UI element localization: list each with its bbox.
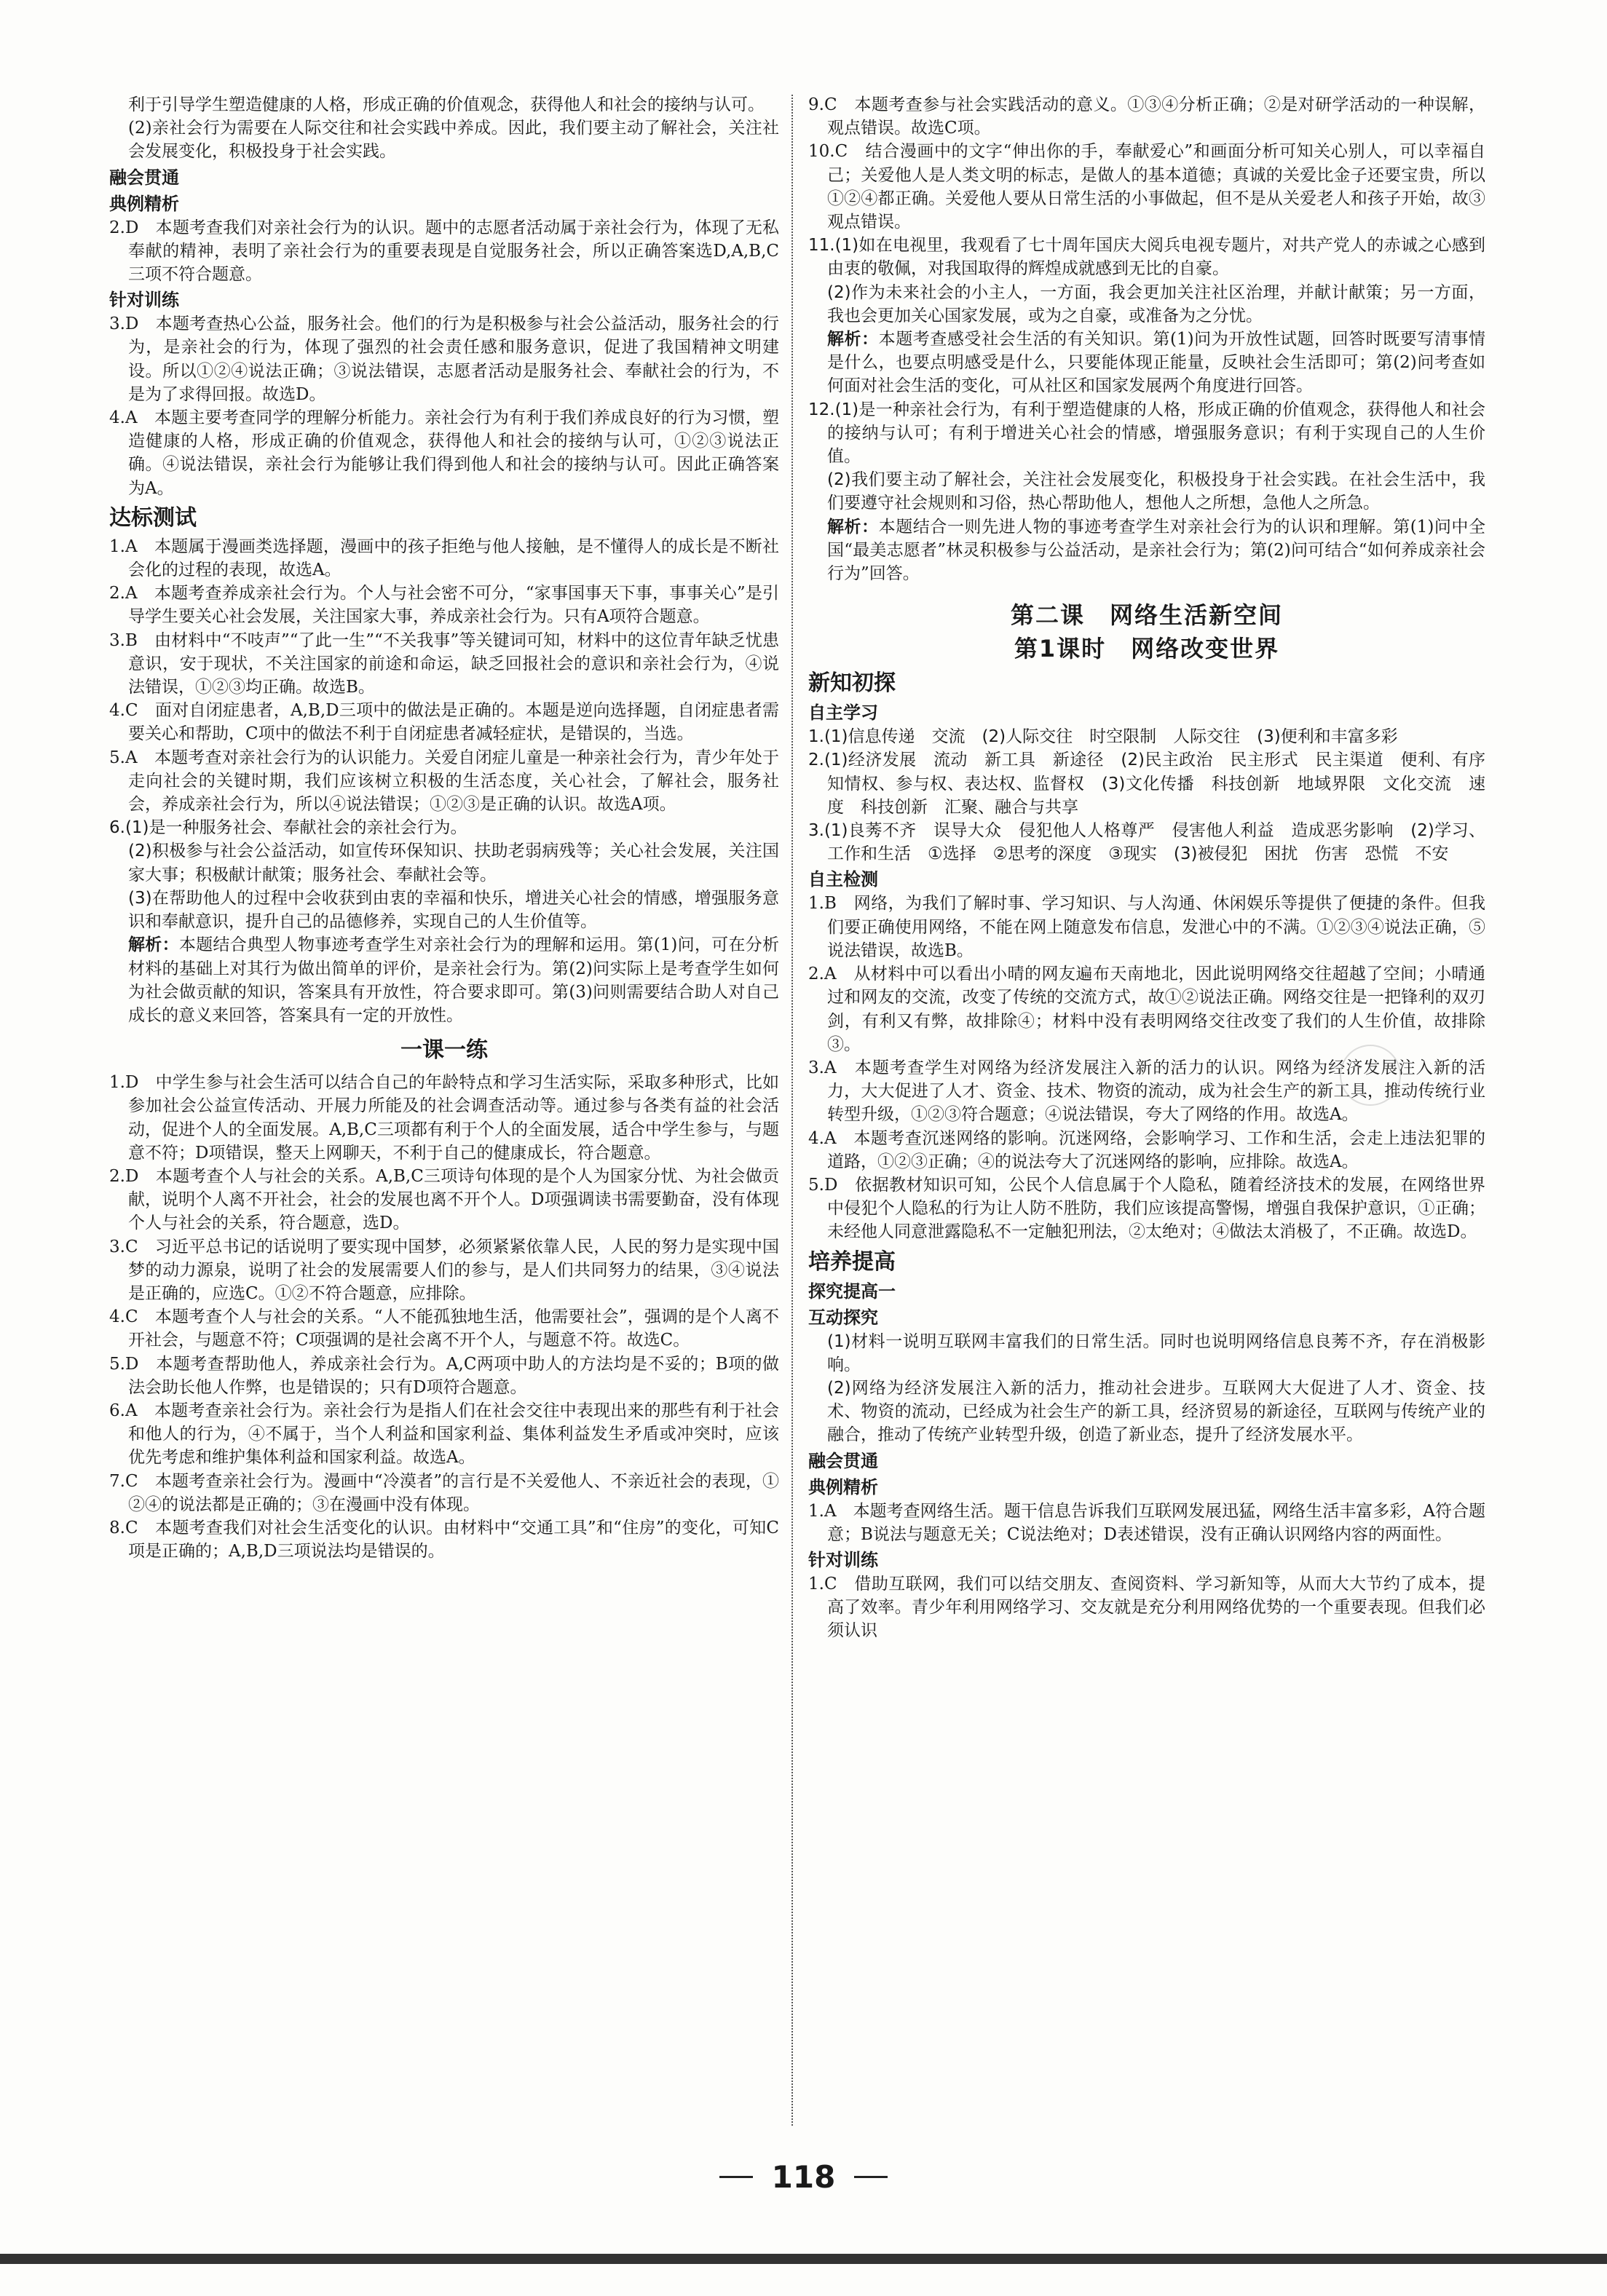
answer-item: 1.(1)信息传递 交流 (2)人际交往 时空限制 人际交往 (3)便利和丰富多彩 bbox=[808, 727, 1398, 747]
answer-item: 8.C 本题考查我们对社会生活变化的认识。由材料中“交通工具”和“住房”的变化，可知C项是正确的；A,B,D三项说法均是错误的。 bbox=[109, 1518, 779, 1561]
analysis-text: 本题结合一则先进人物的事迹考查学生对亲社会行为的认识和理解。第(1)问中全国“最美志愿者”林灵积极参与公益活动，是亲社会行为；第(2)问可结合“如何养成亲社会行为”回答。 bbox=[827, 517, 1485, 584]
analysis-paragraph bbox=[808, 515, 1485, 586]
analysis-paragraph bbox=[109, 933, 779, 1027]
answer-item: 6.A 本题考查亲社会行为。亲社会行为是指人们在社会交往中表现出来的那些有利于社会和他人的行为，④不属于，当个人利益和国家利益、集体利益发生矛盾或冲突时，应该优先考虑和维护集体利益和国家利益。故选A。 bbox=[109, 1401, 779, 1468]
section-heading: 一课一练 bbox=[400, 1037, 488, 1064]
answer-item: 5.D 本题考查帮助他人，养成亲社会行为。A,C两项中助人的方法均是不妥的；B项的做法会助长他人作弊，也是错误的；只有D项符合题意。 bbox=[109, 1354, 779, 1397]
answer-item: 2.A 本题考查养成亲社会行为。个人与社会密不可分，“家事国事天下事，事事关心”是引导学生要关心社会发展，关注国家大事，养成亲社会行为。只有A项符合题意。 bbox=[109, 584, 779, 627]
answer-item: 1.A 本题考查网络生活。题干信息告诉我们互联网发展迅猛，网络生活丰富多彩，A符合题意；B说法与题意无关；C说法绝对；D表述错误，没有正确认识网络内容的两面性。 bbox=[808, 1501, 1485, 1544]
subsection-heading: 针对训练 bbox=[808, 1549, 878, 1570]
answer-item: 9.C 本题考查参与社会实践活动的意义。①③④分析正确；②是对研学活动的一种误解，观点错误。故选C项。 bbox=[808, 95, 1485, 138]
answer-item: 11.(1)如在电视里，我观看了七十周年国庆大阅兵电视专题片，对共产党人的赤诚之心感到由衷的敬佩，对我国取得的辉煌成就感到无比的自豪。 bbox=[808, 236, 1485, 279]
answer-item: 1.C 借助互联网，我们可以结交朋友、查阅资料、学习新知等，从而大大节约了成本，提高了效率。青少年利用网络学习、交友就是充分利用网络优势的一个重要表现。但我们必须认识 bbox=[808, 1574, 1485, 1641]
answer-item: 10.C 结合漫画中的文字“伸出你的手，奉献爱心”和画面分析可知关心别人，可以幸福自己；关爱他人是人类文明的标志，是做人的基本道德；真诚的关爱比金子还要宝贵，所以①②④都正确。关爱他人要从日常生活的小事做起，但不是从关爱老人和孩子开始，故③观点错误。 bbox=[808, 142, 1485, 232]
analysis-text: 本题考查感受社会生活的有关知识。第(1)问为开放性试题，回答时既要写清事情是什么，也要点明感受是什么，只要能体现正能量，反映社会生活即可；第(2)问考查如何面对社会生活的变化，可从社区和国家发展两个角度进行回答。 bbox=[827, 330, 1485, 396]
answer-item: (1)材料一说明互联网丰富我们的日常生活。同时也说明网络信息良莠不齐，存在消极影响。 bbox=[827, 1331, 1485, 1374]
answer-item: 3.(1)良莠不齐 误导大众 侵犯他人人格尊严 侵害他人利益 造成恶劣影响 (2)学习、工作和生活 ①选择 ②思考的深度 ③现实 (3)被侵犯 困扰 伤害 恐慌 不安 bbox=[808, 821, 1485, 864]
answer-item: 2.D 本题考查我们对亲社会行为的认识。题中的志愿者活动属于亲社会行为，体现了无私奉献的精神，表明了亲社会行为的重要表现是自觉服务社会，所以正确答案选D,A,B,C三项不符合题意。 bbox=[109, 218, 779, 285]
right-column bbox=[808, 93, 1502, 2131]
subsection-heading: 典例精析 bbox=[109, 193, 179, 214]
subsection-heading: 自主检测 bbox=[808, 869, 878, 890]
subsection-heading: 自主学习 bbox=[808, 702, 878, 724]
faint-stamp-mark bbox=[1340, 1045, 1401, 1106]
answer-item: 4.C 本题考查个人与社会的关系。“人不能孤独地生活，他需要社会”，强调的是个人离不开社会，与题意不符；C项强调的是社会离不开个人，与题意不符。故选C。 bbox=[109, 1307, 779, 1350]
answer-item: 7.C 本题考查亲社会行为。漫画中“冷漠者”的言行是不关爱他人、不亲近社会的表现，①②④的说法都是正确的；③在漫画中没有体现。 bbox=[109, 1471, 779, 1514]
answer-item: 4.A 本题考查沉迷网络的影响。沉迷网络，会影响学习、工作和生活，会走上违法犯罪的道路，①②③正确；④的说法夸大了沉迷网络的影响，应排除。故选A。 bbox=[808, 1128, 1485, 1171]
analysis-label: 解析： bbox=[827, 517, 879, 537]
answer-item: 2.(1)经济发展 流动 新工具 新途径 (2)民主政治 民主形式 民主渠道 便利、有序 知情权、参与权、表达权、监督权 (3)文化传播 科技创新 地域界限 文化交流 速度 科技创新 汇聚、融合与共享 bbox=[808, 751, 1502, 817]
bottom-edge-bar bbox=[0, 2254, 1607, 2264]
answer-item: 5.D 依据教材知识可知，公民个人信息属于个人隐私，随着经济技术的发展，在网络世界中侵犯个人隐私的行为让人防不胜防，我们应该提高警惕，增强自我保护意识，①正确；未经他人同意泄露隐私不一定触犯刑法，②太绝对；④做法太消极了，不正确。故选D。 bbox=[808, 1175, 1485, 1242]
left-column bbox=[109, 93, 779, 2131]
lesson-title: 第二课 网络生活新空间 bbox=[1010, 601, 1283, 630]
answer-item: 2.A 从材料中可以看出小晴的网友遍布天南地北，因此说明网络交往超越了空间；小晴通过和网友的交流，改变了传统的交流方式，故①②说法正确。网络交往是一把锋利的双刃剑，有利又有弊，故排除④；材料中没有表明网络交往改变了我们的人生价值，故排除③。 bbox=[808, 965, 1485, 1054]
answer-item: 2.D 本题考查个人与社会的关系。A,B,C三项诗句体现的是个人为国家分忧、为社会做贡献，说明个人离不开社会，社会的发展也离不开个人。D项强调读书需要勤奋，没有体现个人与社会的关系，符合题意，选D。 bbox=[109, 1166, 779, 1233]
page-footer bbox=[0, 2155, 1607, 2198]
section-heading: 融会贯通 bbox=[109, 167, 179, 188]
analysis-label: 解析： bbox=[128, 935, 179, 955]
footer-dash-left bbox=[719, 2176, 753, 2178]
answer-item: (2)作为未来社会的小主人，一方面，我会更加关注社区治理，并献计献策；另一方面，我也会更加关心国家发展，或为之自豪，或准备为之分忧。 bbox=[827, 282, 1485, 325]
answer-item: 3.D 本题考查热心公益，服务社会。他们的行为是积极参与社会公益活动，服务社会的行为，是亲社会的行为，体现了强烈的社会责任感和服务意识，促进了我国精神文明建设。所以①②④说法正确；③说法错误，志愿者活动是服务社会、奉献社会的行为，不是为了求得回报。故选D。 bbox=[109, 314, 779, 404]
page-number: 118 bbox=[771, 2158, 836, 2195]
analysis-label: 解析： bbox=[827, 330, 879, 349]
answer-item: (2)网络为经济发展注入新的活力，推动社会进步。互联网大大促进了人才、资金、技术、物资的流动，已经成为社会生产的新工具，经济贸易的新途径，互联网与传统产业的融合，推动了传统产业转型升级，创造了新业态，提升了经济发展水平。 bbox=[827, 1378, 1485, 1445]
analysis-text: 本题结合典型人物事迹考查学生对亲社会行为的理解和运用。第(1)问，可在分析材料的基础上对其行为做出简单的评价，是亲社会行为。第(2)问实际上是考查学生如何为社会做贡献的知识，答案具有开放性，符合要求即可。第(3)问则需要结合助人对自己成长的意义来回答，答案具有一定的开放性。 bbox=[128, 935, 779, 1025]
column-divider bbox=[791, 95, 793, 2126]
answer-item: 3.B 由材料中“不吱声”“了此一生”“不关我事”等关键词可知，材料中的这位青年缺乏忧患意识，安于现状，不关注国家的前途和命运，缺乏回报社会的意识和亲社会行为，④说法错误，①②③均正确。故选B。 bbox=[109, 630, 779, 697]
period-title: 第1课时 网络改变世界 bbox=[1014, 635, 1280, 663]
paragraph: (2)亲社会行为需要在人际交往和社会实践中养成。因此，我们要主动了解社会，关注社会发展变化，积极投身于社会实践。 bbox=[128, 119, 779, 162]
subsection-heading: 典例精析 bbox=[808, 1476, 878, 1497]
answer-item: 6.(1)是一种服务社会、奉献社会的亲社会行为。 bbox=[109, 818, 467, 838]
answer-item: 1.B 网络，为我们了解时事、学习知识、与人沟通、休闲娱乐等提供了便捷的条件。但我们要正确使用网络，不能在网上随意发布信息，发泄心中的不满。①②③④说法正确，⑤说法错误，故选B。 bbox=[808, 894, 1485, 960]
analysis-paragraph bbox=[808, 328, 1485, 398]
answer-item: (3)在帮助他人的过程中会收获到由衷的幸福和快乐，增进关心社会的情感，增强服务意识和奉献意识，提升自己的品德修养，实现自己的人生价值等。 bbox=[128, 888, 779, 932]
answer-item: (2)我们要主动了解社会，关注社会发展变化，积极投身于社会实践。在社会生活中，我们要遵守社会规则和习俗，热心帮助他人，想他人之所想，急他人之所急。 bbox=[827, 470, 1485, 513]
subsection-heading: 互动探究 bbox=[808, 1307, 878, 1328]
answer-item: (2)积极参与社会公益活动，如宣传环保知识、扶助老弱病残等；关心社会发展，关注国家大事；积极献计献策；服务社会、奉献社会等。 bbox=[128, 842, 779, 884]
answer-item: 3.A 本题考查学生对网络为经济发展注入新的活力的认识。网络为经济发展注入新的活力，大大促进了人才、资金、技术、物资的流动，成为社会生产的新工具，推动传统行业转型升级，①②③符合题意；④说法错误，夸大了网络的作用。故选A。 bbox=[808, 1058, 1485, 1125]
section-heading: 新知初探 bbox=[808, 670, 896, 697]
footer-dash-right bbox=[854, 2176, 888, 2178]
answer-item: 1.A 本题属于漫画类选择题，漫画中的孩子拒绝与他人接触，是不懂得人的成长是不断社会化的过程的表现，故选A。 bbox=[109, 537, 779, 580]
subsection-heading: 探究提高一 bbox=[808, 1280, 896, 1302]
subsection-heading: 针对训练 bbox=[109, 290, 179, 311]
paragraph: 利于引导学生塑造健康的人格，形成正确的价值观念，获得他人和社会的接纳与认可。 bbox=[128, 95, 765, 114]
answer-item: 12.(1)是一种亲社会行为，有利于塑造健康的人格，形成正确的价值观念，获得他人和社会的接纳与认可；有利于增进关心社会的情感，增强服务意识；有利于实现自己的人生价值。 bbox=[808, 400, 1485, 467]
section-heading: 达标测试 bbox=[109, 504, 197, 531]
answer-item: 3.C 习近平总书记的话说明了要实现中国梦，必须紧紧依靠人民，人民的努力是实现中国梦的动力源泉，说明了社会的发展需要人们的参与，是人们共同努力的结果，③④说法是正确的，应选C。①②不符合题意，应排除。 bbox=[109, 1237, 779, 1303]
answer-item: 5.A 本题考查对亲社会行为的认识能力。关爱自闭症儿童是一种亲社会行为，青少年处于走向社会的关键时期，我们应该树立积极的生活态度，关心社会，了解社会，服务社会，养成亲社会行为，所以④说法错误；①②③是正确的认识。故选A项。 bbox=[109, 748, 779, 815]
answer-item: 4.C 面对自闭症患者，A,B,D三项中的做法是正确的。本题是逆向选择题，自闭症患者需要关心和帮助，C项中的做法不利于自闭症患者减轻症状，是错误的，当选。 bbox=[109, 701, 779, 744]
answer-item: 1.D 中学生参与社会生活可以结合自己的年龄特点和学习生活实际，采取多种形式，比如参加社会公益宣传活动、开展力所能及的社会调查活动等。通过参与各类有益的社会活动，促进个人的全面发展。A,B,C三项都有利于个人的全面发展，适合中学生参与，与题意不符；D项错误，整天上网聊天，不利于自己的健康成长，符合题意。 bbox=[109, 1073, 779, 1163]
section-heading: 融会贯通 bbox=[808, 1450, 878, 1471]
section-heading: 培养提高 bbox=[808, 1248, 896, 1275]
answer-item: 4.A 本题主要考查同学的理解分析能力。亲社会行为有利于我们养成良好的行为习惯，塑造健康的人格，形成正确的价值观念，获得他人和社会的接纳与认可，①②③说法正确。④说法错误，亲社会行为能够让我们得到他人和社会的接纳与认可。因此正确答案为A。 bbox=[109, 408, 779, 498]
